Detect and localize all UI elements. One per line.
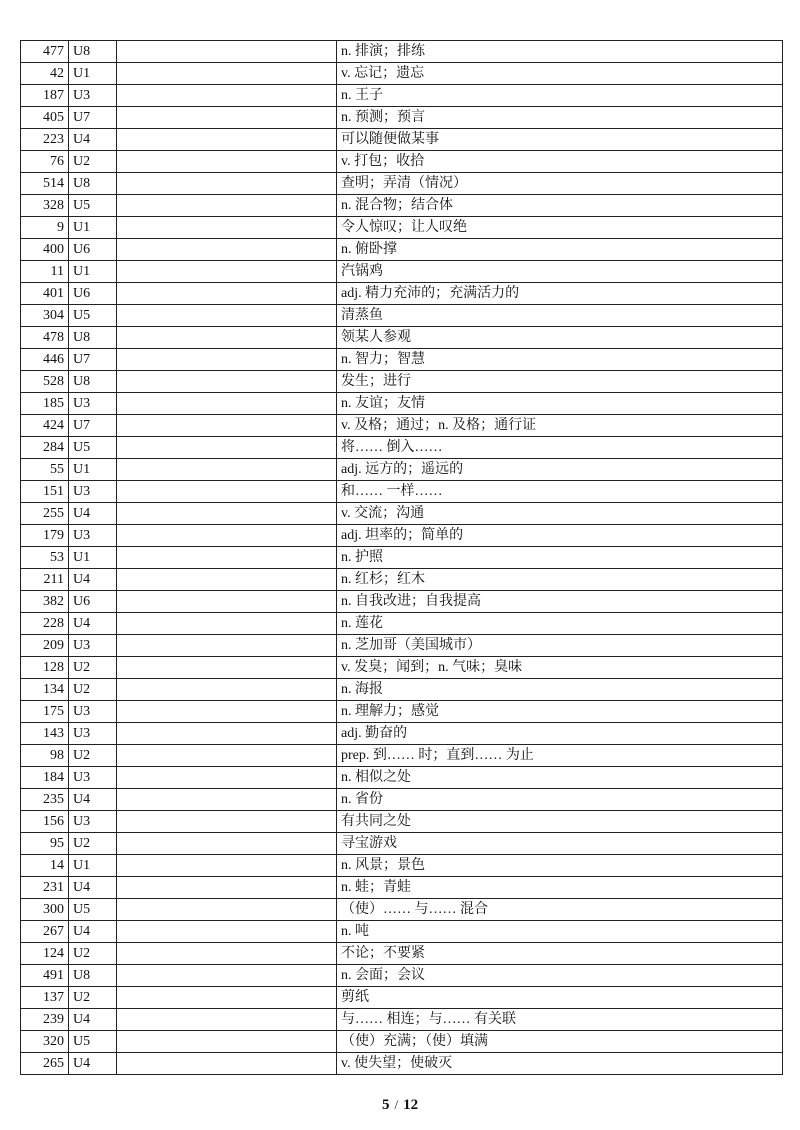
- table-row: [21, 811, 783, 833]
- meaning-cell: n. 俯卧撑: [337, 239, 783, 261]
- meaning-cell: n. 风景；景色: [337, 855, 783, 877]
- word-cell: [117, 1031, 337, 1053]
- vocab-table: [20, 40, 783, 1075]
- table-row: [21, 679, 783, 701]
- meaning-cell: n. 蛙；青蛙: [337, 877, 783, 899]
- entry-number-cell: 9: [21, 217, 69, 239]
- total-page-count: 12: [403, 1097, 419, 1113]
- entry-number-cell: 137: [21, 987, 69, 1009]
- meaning-cell: 剪纸: [337, 987, 783, 1009]
- entry-number-cell: 134: [21, 679, 69, 701]
- entry-number-cell: 55: [21, 459, 69, 481]
- meaning-cell: n. 莲花: [337, 613, 783, 635]
- entry-number-cell: 328: [21, 195, 69, 217]
- entry-number-cell: 304: [21, 305, 69, 327]
- table-row: [21, 349, 783, 371]
- table-row: [21, 371, 783, 393]
- entry-number-cell: 239: [21, 1009, 69, 1031]
- page-separator: /: [394, 1097, 399, 1112]
- unit-cell: U1: [69, 547, 117, 569]
- table-row: [21, 613, 783, 635]
- unit-cell: U7: [69, 107, 117, 129]
- meaning-cell: n. 芝加哥（美国城市）: [337, 635, 783, 657]
- meaning-cell: v. 发臭；闻到；n. 气味；臭味: [337, 657, 783, 679]
- entry-number-cell: 211: [21, 569, 69, 591]
- word-cell: [117, 547, 337, 569]
- table-row: [21, 305, 783, 327]
- meaning-cell: n. 预测；预言: [337, 107, 783, 129]
- unit-cell: U3: [69, 481, 117, 503]
- table-row: [21, 987, 783, 1009]
- word-cell: [117, 371, 337, 393]
- meaning-cell: n. 护照: [337, 547, 783, 569]
- unit-cell: U7: [69, 349, 117, 371]
- word-cell: [117, 613, 337, 635]
- meaning-cell: 寻宝游戏: [337, 833, 783, 855]
- unit-cell: U3: [69, 393, 117, 415]
- meaning-cell: 与…… 相连；与…… 有关联: [337, 1009, 783, 1031]
- entry-number-cell: 184: [21, 767, 69, 789]
- word-cell: [117, 635, 337, 657]
- entry-number-cell: 300: [21, 899, 69, 921]
- table-row: [21, 129, 783, 151]
- entry-number-cell: 265: [21, 1053, 69, 1075]
- table-row: [21, 899, 783, 921]
- unit-cell: U2: [69, 151, 117, 173]
- word-cell: [117, 723, 337, 745]
- entry-number-cell: 424: [21, 415, 69, 437]
- word-cell: [117, 811, 337, 833]
- word-cell: [117, 877, 337, 899]
- table-row: [21, 657, 783, 679]
- unit-cell: U4: [69, 877, 117, 899]
- table-row: [21, 63, 783, 85]
- word-cell: [117, 107, 337, 129]
- unit-cell: U7: [69, 415, 117, 437]
- unit-cell: U8: [69, 41, 117, 63]
- table-row: [21, 437, 783, 459]
- entry-number-cell: 528: [21, 371, 69, 393]
- unit-cell: U1: [69, 261, 117, 283]
- meaning-cell: v. 使失望；使破灭: [337, 1053, 783, 1075]
- meaning-cell: 领某人参观: [337, 327, 783, 349]
- entry-number-cell: 446: [21, 349, 69, 371]
- meaning-cell: n. 友谊；友情: [337, 393, 783, 415]
- meaning-cell: v. 打包；收拾: [337, 151, 783, 173]
- unit-cell: U4: [69, 1009, 117, 1031]
- word-cell: [117, 943, 337, 965]
- table-row: [21, 921, 783, 943]
- word-cell: [117, 349, 337, 371]
- table-row: [21, 877, 783, 899]
- meaning-cell: adj. 坦率的；简单的: [337, 525, 783, 547]
- unit-cell: U4: [69, 1053, 117, 1075]
- unit-cell: U3: [69, 767, 117, 789]
- unit-cell: U3: [69, 811, 117, 833]
- meaning-cell: v. 忘记；遗忘: [337, 63, 783, 85]
- meaning-cell: （使）充满；（使）填满: [337, 1031, 783, 1053]
- meaning-cell: n. 海报: [337, 679, 783, 701]
- unit-cell: U6: [69, 591, 117, 613]
- entry-number-cell: 320: [21, 1031, 69, 1053]
- meaning-cell: n. 红杉；红木: [337, 569, 783, 591]
- table-row: [21, 239, 783, 261]
- table-row: [21, 217, 783, 239]
- table-row: [21, 261, 783, 283]
- entry-number-cell: 42: [21, 63, 69, 85]
- word-cell: [117, 173, 337, 195]
- word-cell: [117, 833, 337, 855]
- table-row: [21, 41, 783, 63]
- unit-cell: U4: [69, 569, 117, 591]
- entry-number-cell: 223: [21, 129, 69, 151]
- meaning-cell: n. 省份: [337, 789, 783, 811]
- table-row: [21, 701, 783, 723]
- unit-cell: U4: [69, 789, 117, 811]
- word-cell: [117, 415, 337, 437]
- entry-number-cell: 11: [21, 261, 69, 283]
- meaning-cell: n. 相似之处: [337, 767, 783, 789]
- entry-number-cell: 95: [21, 833, 69, 855]
- table-row: [21, 965, 783, 987]
- unit-cell: U3: [69, 701, 117, 723]
- unit-cell: U3: [69, 635, 117, 657]
- table-row: [21, 173, 783, 195]
- word-cell: [117, 1009, 337, 1031]
- table-row: [21, 833, 783, 855]
- table-row: [21, 1009, 783, 1031]
- table-row: [21, 415, 783, 437]
- entry-number-cell: 179: [21, 525, 69, 547]
- unit-cell: U2: [69, 657, 117, 679]
- unit-cell: U8: [69, 371, 117, 393]
- word-cell: [117, 283, 337, 305]
- meaning-cell: （使）…… 与…… 混合: [337, 899, 783, 921]
- table-row: [21, 723, 783, 745]
- unit-cell: U6: [69, 283, 117, 305]
- word-cell: [117, 987, 337, 1009]
- meaning-cell: 有共同之处: [337, 811, 783, 833]
- meaning-cell: v. 交流；沟通: [337, 503, 783, 525]
- word-cell: [117, 217, 337, 239]
- word-cell: [117, 85, 337, 107]
- entry-number-cell: 477: [21, 41, 69, 63]
- table-row: [21, 107, 783, 129]
- table-row: [21, 393, 783, 415]
- unit-cell: U2: [69, 943, 117, 965]
- unit-cell: U3: [69, 85, 117, 107]
- word-cell: [117, 855, 337, 877]
- unit-cell: U3: [69, 723, 117, 745]
- entry-number-cell: 382: [21, 591, 69, 613]
- entry-number-cell: 187: [21, 85, 69, 107]
- word-cell: [117, 569, 337, 591]
- meaning-cell: n. 排演；排练: [337, 41, 783, 63]
- entry-number-cell: 128: [21, 657, 69, 679]
- table-row: [21, 943, 783, 965]
- entry-number-cell: 175: [21, 701, 69, 723]
- meaning-cell: 清蒸鱼: [337, 305, 783, 327]
- word-cell: [117, 261, 337, 283]
- table-row: [21, 745, 783, 767]
- meaning-cell: n. 混合物；结合体: [337, 195, 783, 217]
- meaning-cell: 不论；不要紧: [337, 943, 783, 965]
- unit-cell: U4: [69, 503, 117, 525]
- word-cell: [117, 305, 337, 327]
- word-cell: [117, 899, 337, 921]
- unit-cell: U5: [69, 1031, 117, 1053]
- table-row: [21, 459, 783, 481]
- word-cell: [117, 63, 337, 85]
- table-row: [21, 569, 783, 591]
- meaning-cell: prep. 到…… 时；直到…… 为止: [337, 745, 783, 767]
- unit-cell: U2: [69, 679, 117, 701]
- meaning-cell: 和…… 一样……: [337, 481, 783, 503]
- entry-number-cell: 400: [21, 239, 69, 261]
- word-cell: [117, 503, 337, 525]
- unit-cell: U4: [69, 921, 117, 943]
- vocab-table-body: [21, 41, 783, 1075]
- entry-number-cell: 267: [21, 921, 69, 943]
- meaning-cell: 将…… 倒入……: [337, 437, 783, 459]
- table-row: [21, 327, 783, 349]
- entry-number-cell: 151: [21, 481, 69, 503]
- entry-number-cell: 405: [21, 107, 69, 129]
- table-row: [21, 195, 783, 217]
- word-cell: [117, 393, 337, 415]
- table-row: [21, 525, 783, 547]
- word-cell: [117, 701, 337, 723]
- word-cell: [117, 459, 337, 481]
- word-cell: [117, 965, 337, 987]
- entry-number-cell: 491: [21, 965, 69, 987]
- entry-number-cell: 124: [21, 943, 69, 965]
- entry-number-cell: 514: [21, 173, 69, 195]
- unit-cell: U8: [69, 327, 117, 349]
- unit-cell: U5: [69, 437, 117, 459]
- word-cell: [117, 195, 337, 217]
- meaning-cell: adj. 精力充沛的；充满活力的: [337, 283, 783, 305]
- unit-cell: U5: [69, 305, 117, 327]
- unit-cell: U3: [69, 525, 117, 547]
- entry-number-cell: 478: [21, 327, 69, 349]
- unit-cell: U1: [69, 63, 117, 85]
- entry-number-cell: 143: [21, 723, 69, 745]
- unit-cell: U8: [69, 173, 117, 195]
- meaning-cell: n. 理解力；感觉: [337, 701, 783, 723]
- entry-number-cell: 98: [21, 745, 69, 767]
- word-cell: [117, 41, 337, 63]
- word-cell: [117, 151, 337, 173]
- word-cell: [117, 657, 337, 679]
- entry-number-cell: 228: [21, 613, 69, 635]
- word-cell: [117, 239, 337, 261]
- meaning-cell: 查明；弄清（情况）: [337, 173, 783, 195]
- meaning-cell: n. 自我改进；自我提高: [337, 591, 783, 613]
- meaning-cell: n. 王子: [337, 85, 783, 107]
- word-cell: [117, 1053, 337, 1075]
- table-row: [21, 635, 783, 657]
- table-row: [21, 481, 783, 503]
- unit-cell: U1: [69, 459, 117, 481]
- page-footer: [0, 1097, 800, 1114]
- meaning-cell: v. 及格；通过；n. 及格；通行证: [337, 415, 783, 437]
- word-cell: [117, 591, 337, 613]
- word-cell: [117, 679, 337, 701]
- table-row: [21, 591, 783, 613]
- entry-number-cell: 156: [21, 811, 69, 833]
- table-row: [21, 1053, 783, 1075]
- entry-number-cell: 284: [21, 437, 69, 459]
- word-cell: [117, 789, 337, 811]
- word-cell: [117, 745, 337, 767]
- entry-number-cell: 401: [21, 283, 69, 305]
- table-row: [21, 503, 783, 525]
- entry-number-cell: 255: [21, 503, 69, 525]
- unit-cell: U5: [69, 899, 117, 921]
- word-cell: [117, 921, 337, 943]
- table-row: [21, 85, 783, 107]
- meaning-cell: 汽锅鸡: [337, 261, 783, 283]
- entry-number-cell: 235: [21, 789, 69, 811]
- word-cell: [117, 437, 337, 459]
- entry-number-cell: 76: [21, 151, 69, 173]
- entry-number-cell: 14: [21, 855, 69, 877]
- current-page-number: 5: [381, 1097, 390, 1113]
- unit-cell: U2: [69, 833, 117, 855]
- table-row: [21, 767, 783, 789]
- entry-number-cell: 53: [21, 547, 69, 569]
- table-row: [21, 547, 783, 569]
- unit-cell: U2: [69, 987, 117, 1009]
- meaning-cell: 令人惊叹；让人叹绝: [337, 217, 783, 239]
- meaning-cell: n. 吨: [337, 921, 783, 943]
- entry-number-cell: 209: [21, 635, 69, 657]
- unit-cell: U4: [69, 613, 117, 635]
- unit-cell: U8: [69, 965, 117, 987]
- meaning-cell: adj. 勤奋的: [337, 723, 783, 745]
- unit-cell: U5: [69, 195, 117, 217]
- meaning-cell: 可以随便做某事: [337, 129, 783, 151]
- unit-cell: U1: [69, 855, 117, 877]
- table-row: [21, 789, 783, 811]
- meaning-cell: n. 会面；会议: [337, 965, 783, 987]
- word-cell: [117, 327, 337, 349]
- word-cell: [117, 481, 337, 503]
- table-row: [21, 855, 783, 877]
- unit-cell: U2: [69, 745, 117, 767]
- word-cell: [117, 525, 337, 547]
- unit-cell: U4: [69, 129, 117, 151]
- table-row: [21, 283, 783, 305]
- word-cell: [117, 129, 337, 151]
- unit-cell: U6: [69, 239, 117, 261]
- meaning-cell: n. 智力；智慧: [337, 349, 783, 371]
- table-row: [21, 151, 783, 173]
- word-cell: [117, 767, 337, 789]
- meaning-cell: 发生；进行: [337, 371, 783, 393]
- entry-number-cell: 185: [21, 393, 69, 415]
- table-row: [21, 1031, 783, 1053]
- unit-cell: U1: [69, 217, 117, 239]
- meaning-cell: adj. 远方的；遥远的: [337, 459, 783, 481]
- entry-number-cell: 231: [21, 877, 69, 899]
